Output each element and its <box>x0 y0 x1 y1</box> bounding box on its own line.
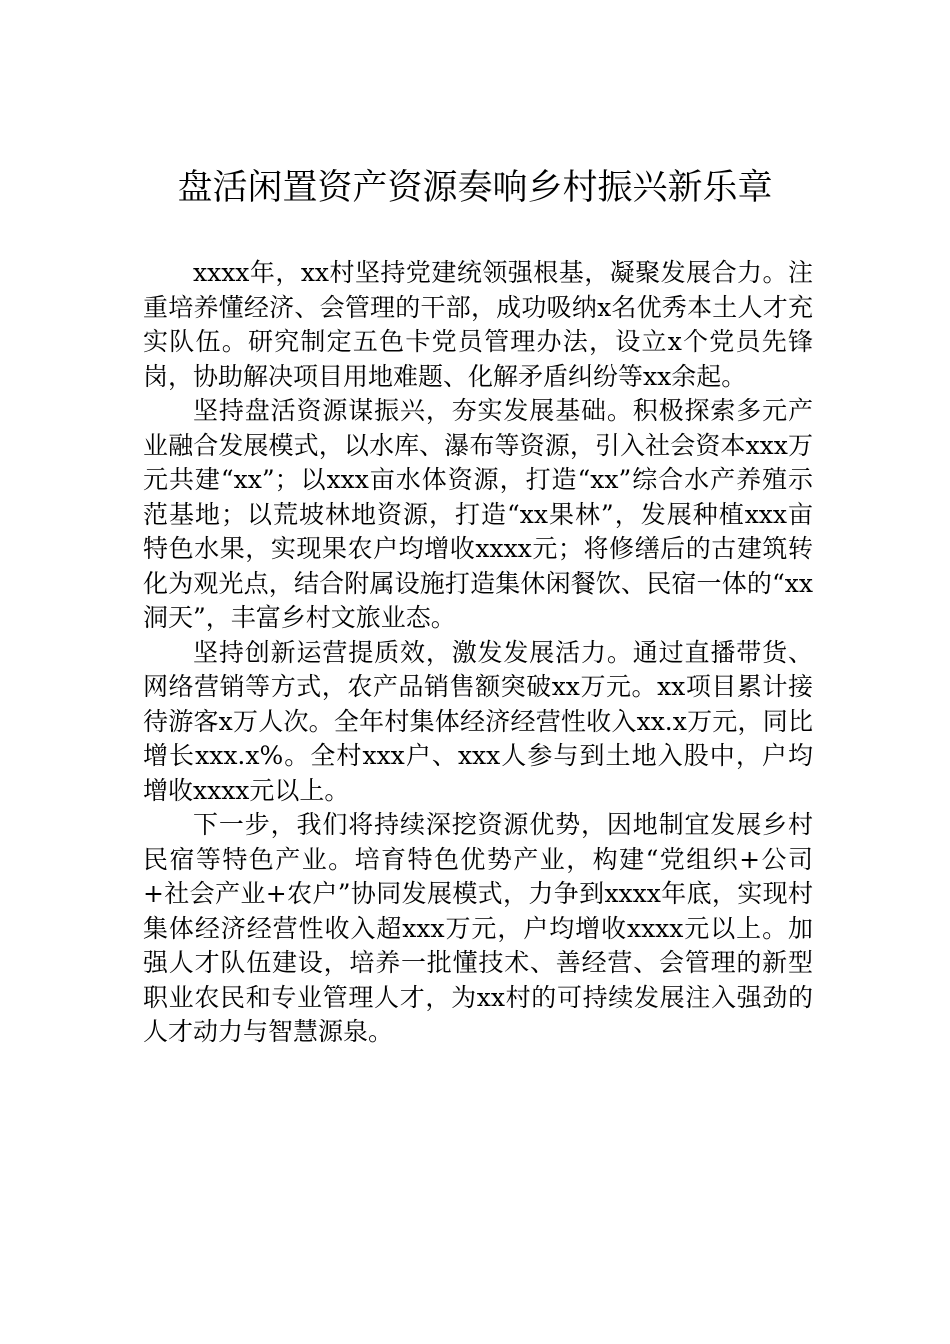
paragraph-party-building: xxxx年，xx村坚持党建统领强根基，凝聚发展合力。注重培养懂经济、会管理的干部，成功吸纳x名优秀本土人才充实队伍。研究制定五色卡党员管理办法，设立x个党员先锋岗，协助解决项目用地难题、化解矛盾纠纷等xx余起。 <box>143 258 813 391</box>
paragraph-resource-revitalization: 坚持盘活资源谋振兴，夯实发展基础。积极探索多元产业融合发展模式，以水库、瀑布等资源，引入社会资本xxx万元共建“xx”；以xxx亩水体资源，打造“xx”综合水产养殖示范基地；以荒坡林地资源，打造“xx果林”，发展种植xxx亩特色水果，实现果农户均增收xxxx元；将修缮后的古建筑转化为观光点，结合附属设施打造集休闲餐饮、民宿一体的“xx洞天”，丰富乡村文旅业态。 <box>143 396 813 632</box>
document-title: 盘活闲置资产资源奏响乡村振兴新乐章 <box>177 168 773 208</box>
paragraph-next-steps: 下一步，我们将持续深挖资源优势，因地制宜发展乡村民宿等特色产业。培育特色优势产业，构建“党组织+公司+社会产业+农户”协同发展模式，力争到xxxx年底，实现村集体经济经营性收入超xxx万元，户均增收xxxx元以上。加强人才队伍建设，培养一批懂技术、善经营、会管理的新型职业农民和专业管理人才，为xx村的可持续发展注入强劲的人才动力与智慧源泉。 <box>143 810 813 1046</box>
document-body <box>143 256 813 1050</box>
paragraph-innovative-operation: 坚持创新运营提质效，激发发展活力。通过直播带货、网络营销等方式，农产品销售额突破xx万元。xx项目累计接待游客x万人次。全年村集体经济经营性收入xx.x万元，同比增长xxx.x%。全村xxx户、xxx人参与到土地入股中，户均增收xxxx元以上。 <box>143 637 813 805</box>
